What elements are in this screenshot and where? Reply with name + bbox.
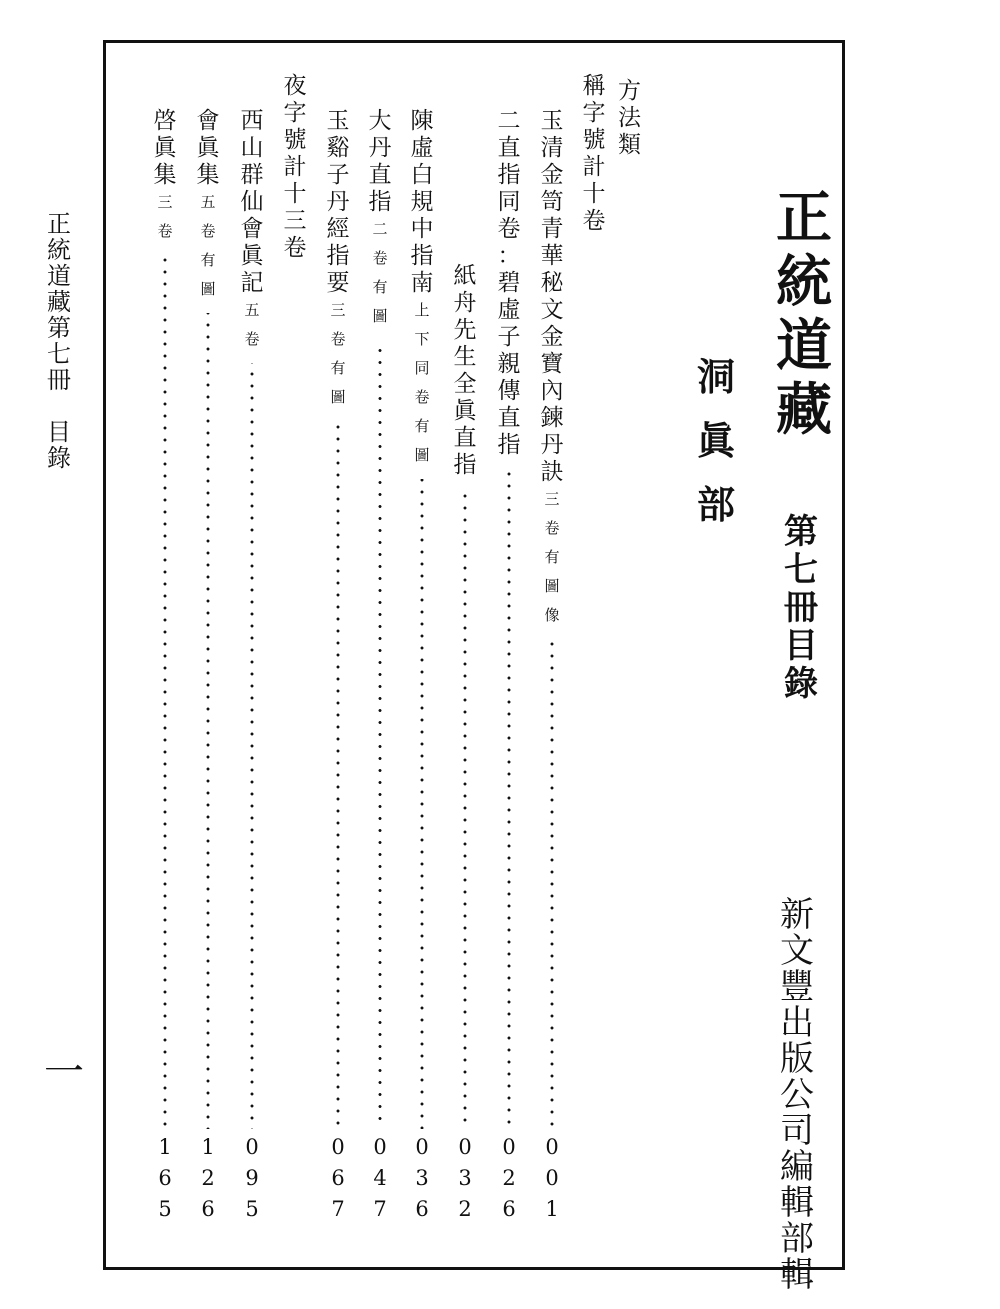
glyph: 統: [47, 236, 71, 264]
entry-page-number: [245, 1137, 258, 1230]
toc-entry: [318, 110, 358, 1230]
glyph: 谿: [326, 135, 350, 161]
entry-title: [241, 110, 264, 299]
glyph: 規: [410, 189, 434, 215]
glyph: 丹: [368, 135, 392, 161]
glyph: 生: [453, 344, 477, 370]
page-digit: 0: [245, 1135, 259, 1159]
glyph: 虛: [497, 297, 521, 323]
glyph: 出: [780, 1003, 814, 1043]
glyph: 第: [784, 512, 818, 552]
glyph: 三: [544, 490, 560, 508]
glyph: 法: [618, 105, 641, 131]
glyph: 指: [453, 452, 477, 478]
toc-entry: [402, 110, 442, 1230]
entry-title: [369, 110, 392, 218]
glyph: 記: [240, 270, 264, 296]
glyph: 秘: [540, 270, 564, 296]
toc-entry: [532, 110, 572, 1230]
dot-leader: [336, 421, 340, 1129]
glyph: 鍊: [540, 405, 564, 431]
entry-page-number: [415, 1137, 428, 1230]
section-heading: [574, 75, 614, 1230]
glyph: 方: [618, 78, 641, 104]
glyph: 卷: [582, 208, 606, 234]
glyph: 經: [326, 216, 350, 242]
dot-leader: [163, 255, 167, 1129]
glyph: 夜: [283, 73, 307, 99]
glyph: 公: [780, 1075, 814, 1115]
glyph: 錄: [47, 444, 71, 472]
glyph: 五: [200, 193, 216, 211]
glyph: 直: [497, 405, 521, 431]
glyph: 輯: [780, 1183, 814, 1223]
glyph: 白: [410, 162, 434, 188]
glyph: 號: [283, 127, 307, 153]
page-digit: 0: [373, 1135, 387, 1159]
entry-note: [200, 191, 215, 307]
toc-entry: [145, 110, 185, 1230]
glyph: 冊: [47, 366, 71, 394]
dot-leader: [507, 467, 511, 1129]
running-header-title: [47, 212, 71, 394]
entry-note: [414, 299, 429, 473]
page-digit: 3: [415, 1166, 429, 1190]
glyph: 眞: [196, 135, 220, 161]
glyph: 舟: [453, 290, 477, 316]
glyph: 直: [453, 425, 477, 451]
glyph: 青: [540, 216, 564, 242]
glyph: 七: [47, 340, 71, 368]
glyph: 圖: [544, 577, 560, 595]
toc-entry: [445, 265, 485, 1230]
glyph: 二: [497, 108, 521, 134]
glyph: 二: [372, 220, 388, 238]
glyph: 豐: [780, 967, 814, 1007]
glyph: 華: [540, 243, 564, 269]
page-digit: 4: [373, 1166, 387, 1190]
glyph: 子: [497, 324, 521, 350]
page-digit: 1: [158, 1135, 172, 1159]
glyph: 有: [544, 548, 560, 566]
entry-page-number: [458, 1137, 471, 1230]
glyph: 卷: [544, 519, 560, 537]
dot-leader: [206, 313, 210, 1129]
entry-page-number: [373, 1137, 386, 1230]
page-digit: 6: [158, 1166, 172, 1190]
page-digit: 0: [545, 1166, 559, 1190]
glyph: 啓: [153, 108, 177, 134]
page-digit: 7: [373, 1197, 387, 1221]
glyph: 仙: [240, 189, 264, 215]
glyph: 碧: [497, 270, 521, 296]
glyph: 直: [368, 162, 392, 188]
glyph: 眞: [453, 398, 477, 424]
dot-leader: [420, 479, 424, 1129]
glyph: 圖: [200, 280, 216, 298]
glyph: 卷: [497, 216, 521, 242]
entry-page-number: [545, 1137, 558, 1230]
glyph: 丹: [540, 432, 564, 458]
glyph: 傳: [497, 378, 521, 404]
glyph: 三: [157, 193, 173, 211]
page-digit: 0: [458, 1135, 472, 1159]
glyph: 十: [582, 181, 606, 207]
page-digit: 1: [545, 1197, 559, 1221]
glyph: 訣: [540, 459, 564, 485]
glyph: 有: [200, 251, 216, 269]
page-digit: 9: [245, 1166, 259, 1190]
entry-title: [498, 110, 521, 461]
glyph: 部: [780, 1219, 814, 1259]
page-digit: 3: [458, 1166, 472, 1190]
glyph: 大: [368, 108, 392, 134]
glyph: 指: [326, 243, 350, 269]
glyph: 西: [240, 108, 264, 134]
glyph: 道: [776, 313, 832, 379]
toc-entry: [232, 110, 272, 1230]
glyph: 卷: [414, 388, 430, 406]
dot-leader: [550, 639, 554, 1129]
glyph: 上: [414, 301, 430, 319]
entry-page-number: [502, 1137, 515, 1230]
entry-note: [157, 191, 172, 249]
glyph: 清: [540, 135, 564, 161]
glyph: 第: [47, 314, 71, 342]
glyph: 指: [497, 162, 521, 188]
page-digit: 1: [201, 1135, 215, 1159]
glyph: 部: [697, 482, 736, 527]
glyph: 要: [326, 270, 350, 296]
glyph: 指: [497, 432, 521, 458]
glyph: 指: [368, 189, 392, 215]
glyph: 群: [240, 162, 264, 188]
glyph: 統: [776, 249, 832, 315]
entry-title: [411, 110, 434, 299]
glyph: 計: [283, 154, 307, 180]
glyph: 十: [283, 181, 307, 207]
glyph: 卷: [283, 235, 307, 261]
glyph: 眞: [697, 418, 736, 463]
toc-entry: [188, 110, 228, 1230]
page-digit: 6: [331, 1166, 345, 1190]
glyph: 圖: [372, 307, 388, 325]
page-digit: 6: [415, 1197, 429, 1221]
page-digit: 2: [201, 1166, 215, 1190]
glyph: 圖: [414, 446, 430, 464]
entry-title: [541, 110, 564, 488]
dot-leader: [250, 363, 254, 1129]
entry-page-number: [331, 1137, 344, 1230]
department-title: [697, 354, 736, 550]
glyph: 藏: [776, 377, 832, 443]
entry-note: [330, 299, 345, 415]
glyph: 卷: [372, 249, 388, 267]
page-number: 一: [44, 1049, 84, 1095]
glyph: 丹: [326, 189, 350, 215]
glyph: 子: [326, 162, 350, 188]
page-digit: 7: [331, 1197, 345, 1221]
page-digit: 2: [502, 1166, 516, 1190]
book-title: [776, 185, 832, 446]
category-heading: [618, 80, 641, 161]
glyph: 直: [497, 135, 521, 161]
glyph: 新: [780, 895, 814, 935]
page-digit: 0: [502, 1135, 516, 1159]
glyph: 會: [240, 216, 264, 242]
glyph: 稱: [582, 73, 606, 99]
section-heading: [275, 75, 315, 1230]
glyph: 內: [540, 378, 564, 404]
glyph: 錄: [784, 664, 818, 704]
page-digit: 0: [331, 1135, 345, 1159]
glyph: 文: [780, 931, 814, 971]
glyph: 金: [540, 162, 564, 188]
glyph: 寶: [540, 351, 564, 377]
glyph: 集: [153, 162, 177, 188]
glyph: 圖: [330, 388, 346, 406]
glyph: 計: [582, 154, 606, 180]
page-digit: 6: [502, 1197, 516, 1221]
entry-title: [327, 110, 350, 299]
glyph: 全: [453, 371, 477, 397]
glyph: 道: [47, 262, 71, 290]
glyph: 三: [283, 208, 307, 234]
entry-title: [454, 265, 477, 481]
glyph: 有: [330, 359, 346, 377]
glyph: 字: [283, 100, 307, 126]
glyph: 金: [540, 324, 564, 350]
glyph: 冊: [784, 588, 818, 628]
entry-page-number: [158, 1137, 171, 1230]
glyph: 紙: [453, 263, 477, 289]
glyph: 先: [453, 317, 477, 343]
glyph: 七: [784, 550, 818, 590]
running-header: [47, 212, 71, 472]
glyph: 五: [244, 301, 260, 319]
glyph: 編: [780, 1147, 814, 1187]
entry-page-number: [201, 1137, 214, 1230]
glyph: 同: [497, 189, 521, 215]
glyph: ：: [497, 243, 521, 269]
glyph: 類: [618, 132, 641, 158]
entry-title: [197, 110, 220, 191]
glyph: 玉: [540, 108, 564, 134]
dot-leader: [378, 340, 382, 1129]
glyph: 眞: [153, 135, 177, 161]
glyph: 中: [410, 216, 434, 242]
glyph: 版: [780, 1039, 814, 1079]
glyph: 卷: [200, 222, 216, 240]
glyph: 有: [372, 278, 388, 296]
glyph: 集: [196, 162, 220, 188]
entry-note: [544, 488, 559, 633]
entry-note: [244, 299, 259, 357]
glyph: 卷: [330, 330, 346, 348]
glyph: 指: [410, 243, 434, 269]
glyph: 輯: [780, 1255, 814, 1295]
glyph: 號: [582, 127, 606, 153]
page-digit: 5: [158, 1197, 172, 1221]
glyph: 親: [497, 351, 521, 377]
running-header-section: [47, 420, 71, 472]
glyph: 陳: [410, 108, 434, 134]
glyph: 正: [776, 185, 832, 251]
glyph: 會: [196, 108, 220, 134]
volume-title: [784, 512, 818, 705]
publisher-credit: [780, 895, 814, 1295]
glyph: 卷: [157, 222, 173, 240]
glyph: 藏: [47, 288, 71, 316]
glyph: 司: [780, 1111, 814, 1151]
glyph: 下: [414, 330, 430, 348]
page-digit: 5: [245, 1197, 259, 1221]
page-digit: 2: [458, 1197, 472, 1221]
toc-entry: [489, 110, 529, 1230]
glyph: 像: [544, 606, 560, 624]
glyph: 玉: [326, 108, 350, 134]
entry-title: [154, 110, 177, 191]
toc-entry: [360, 110, 400, 1230]
glyph: 有: [414, 417, 430, 435]
glyph: 洞: [697, 354, 736, 399]
glyph: 字: [582, 100, 606, 126]
glyph: 眞: [240, 243, 264, 269]
glyph: 三: [330, 301, 346, 319]
glyph: 同: [414, 359, 430, 377]
page-digit: 0: [415, 1135, 429, 1159]
glyph: 正: [47, 210, 71, 238]
glyph: 笥: [540, 189, 564, 215]
page-digit: 6: [201, 1197, 215, 1221]
page-digit: 0: [545, 1135, 559, 1159]
glyph: 卷: [244, 330, 260, 348]
glyph: 山: [240, 135, 264, 161]
entry-note: [372, 218, 387, 334]
glyph: 文: [540, 297, 564, 323]
glyph: 目: [47, 418, 71, 446]
glyph: 目: [784, 626, 818, 666]
glyph: 南: [410, 270, 434, 296]
glyph: 虛: [410, 135, 434, 161]
dot-leader: [463, 487, 467, 1129]
